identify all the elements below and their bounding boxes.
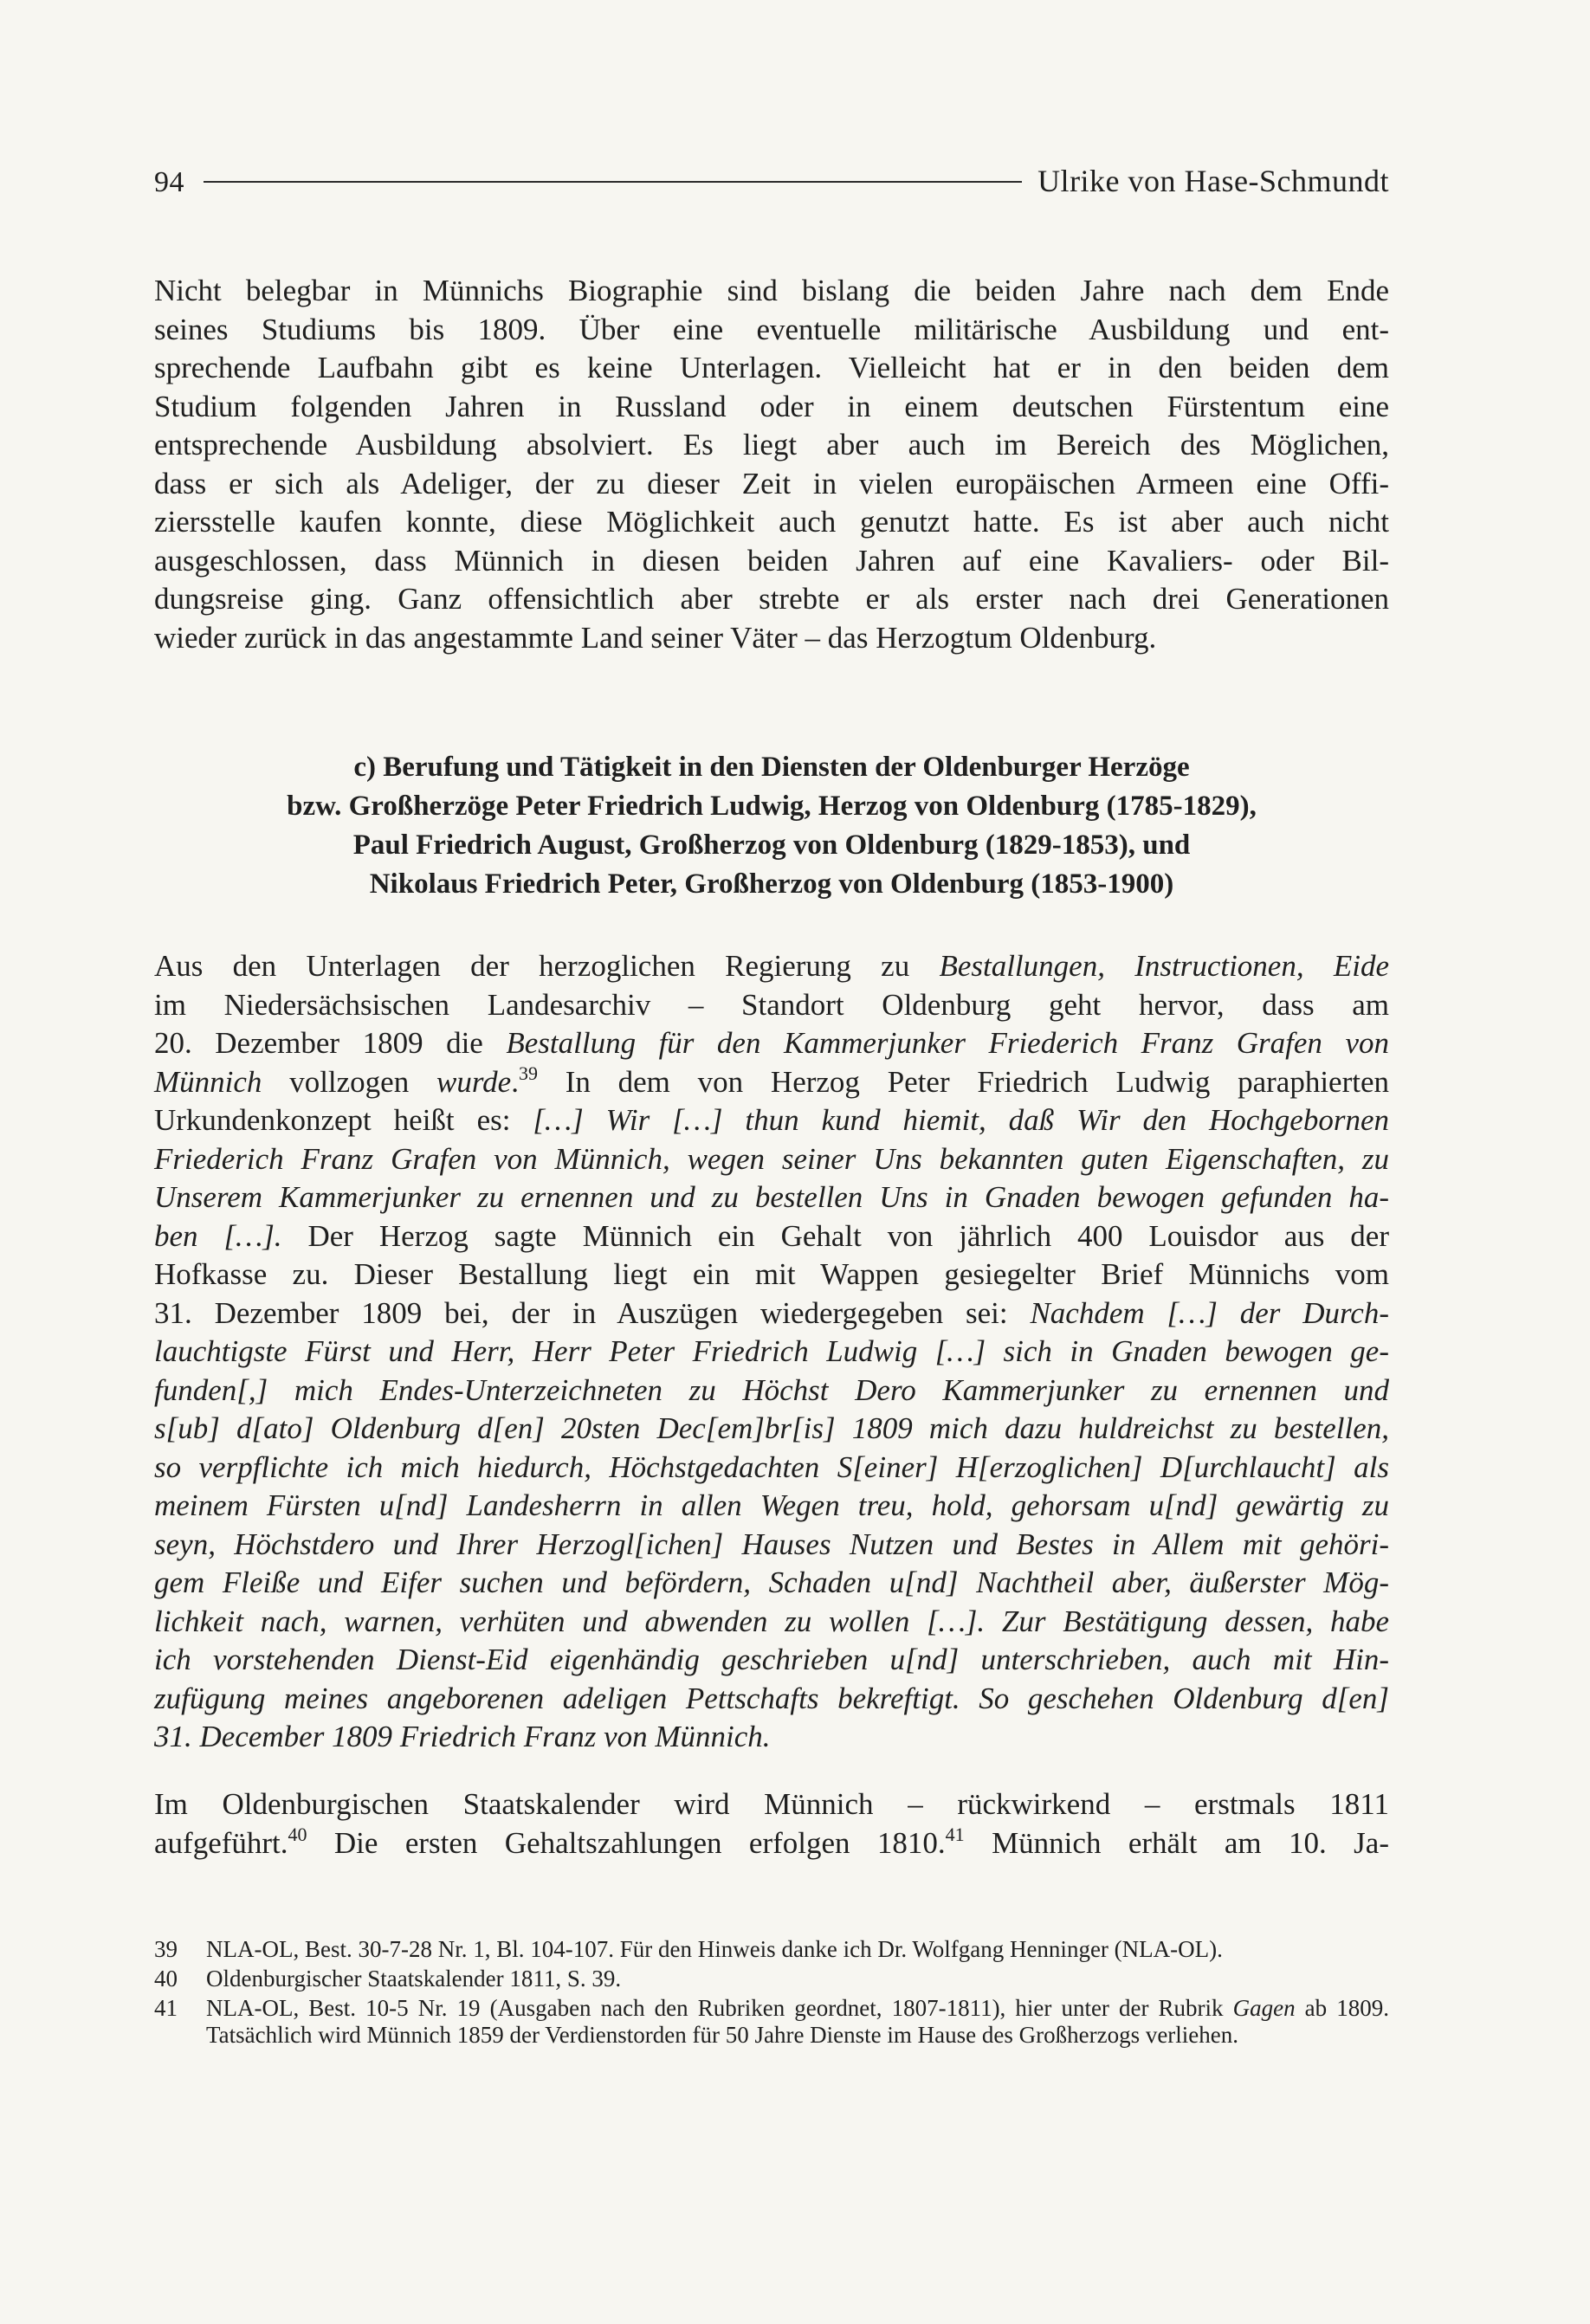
- section-heading: [154, 748, 1389, 904]
- italic-run: gem Fleiße und Eifer suchen und befördern, Schaden u[nd] Nachtheil aber, äußerster Mög-: [154, 1565, 1389, 1599]
- italic-run: s[ub] d[ato] Oldenburg d[en] 20sten Dec[em]br[is] 1809 mich dazu huldreichst zu bestellen,: [154, 1411, 1389, 1445]
- paragraph-2: [154, 947, 1389, 1757]
- text-line: ausgeschlossen, dass Münnich in diesen beiden Jahren auf eine Kavaliers- oder Bil-: [154, 543, 1389, 578]
- text-line: Hofkasse zu. Dieser Bestallung liegt ein mit Wappen gesiegelter Brief Münnichs vom: [154, 1257, 1389, 1291]
- italic-run: so verpflichte ich mich hiedurch, Höchstgedachten S[einer] H[erzoglichen] D[urchlaucht] als: [154, 1449, 1389, 1484]
- italic-run: seyn, Höchstdero und Ihrer Herzogl[ichen] Hauses Nutzen und Bestes in Allem mit gehöri-: [154, 1527, 1389, 1561]
- text-run: Der Herzog sagte Münnich ein Gehalt von jährlich 400 Louisdor aus der: [281, 1218, 1389, 1253]
- text-run: .: [511, 1064, 519, 1099]
- footnote-number: 41: [154, 1995, 178, 2021]
- italic-run: Unserem Kammerjunker zu ernennen und zu bestellen Uns in Gnaden bewogen gefunden ha-: [154, 1180, 1389, 1214]
- footnote: [154, 1966, 1389, 1992]
- text-line: [154, 1063, 1389, 1102]
- heading-line: Paul Friedrich August, Großherzog von Oldenburg (1829-1853), und: [352, 830, 1191, 861]
- text-line: [154, 1294, 1389, 1333]
- footnote-ref-40[interactable]: 40: [288, 1823, 307, 1845]
- text-line: [154, 1603, 1389, 1642]
- text-run: Münnich erhält am 10. Ja-: [964, 1825, 1389, 1860]
- text-run: ab 1809. Tatsächlich wird Münnich 1859 der Verdienstorden für 50 Jahre Dienste im Hause des Großherzogs verliehen.: [206, 1995, 1389, 2048]
- text-run: aufgeführt.: [154, 1825, 288, 1860]
- italic-run: Friederich Franz Grafen von Münnich, wegen seiner Uns bekannten guten Eigenschaften, zu: [154, 1141, 1389, 1176]
- text-line: im Niedersächsischen Landesarchiv – Standort Oldenburg geht hervor, dass am: [154, 987, 1389, 1022]
- italic-run: […] Wir […] thun kund hiemit, daß Wir den Hochgebornen: [533, 1103, 1390, 1137]
- italic-run: ich vorstehenden Dienst-Eid eigenhändig geschrieben u[nd] unterschrieben, auch mit Hin-: [154, 1643, 1389, 1676]
- text-run: vollzogen: [262, 1064, 436, 1099]
- text-line: [154, 1024, 1389, 1063]
- text-line: [154, 1824, 1389, 1863]
- footnote-number: 40: [154, 1966, 178, 1992]
- text-run: Aus den Unterlagen der herzoglichen Regierung zu: [154, 949, 940, 983]
- footnote-text: [206, 1995, 1389, 2049]
- italic-run: meinem Fürsten u[nd] Landesherrn in allen Wegen treu, hold, gehorsam u[nd] gewärtig zu: [154, 1488, 1389, 1522]
- text-line: [154, 1718, 1389, 1757]
- page-number: 94: [154, 166, 184, 198]
- italic-run: Nachdem […] der Durch-: [1030, 1295, 1389, 1330]
- paragraph-1: [154, 272, 1389, 657]
- text-line: [154, 1449, 1389, 1488]
- running-header: [154, 163, 1389, 204]
- text-line: ziersstelle kaufen konnte, diese Möglichkeit auch genutzt hatte. Es ist aber auch nicht: [154, 505, 1389, 539]
- text-line: [154, 1487, 1389, 1526]
- text-line: [154, 1217, 1389, 1256]
- text-run: NLA-OL, Best. 10-5 Nr. 19 (Ausgaben nach den Rubriken geordnet, 1807-1811), hier unter der Rubrik: [206, 1995, 1233, 2021]
- footnotes: [154, 1936, 1389, 2051]
- text-line: [154, 1526, 1389, 1565]
- text-line: [154, 1333, 1389, 1372]
- text-line: [154, 1564, 1389, 1603]
- footnote-text: NLA-OL, Best. 30-7-28 Nr. 1, Bl. 104-107. Für den Hinweis danke ich Dr. Wolfgang Henninger (NLA-OL).: [206, 1936, 1223, 1962]
- text-line: Studium folgenden Jahren in Russland oder in einem deutschen Fürstentum eine: [154, 389, 1389, 423]
- text-line: wieder zurück in das angestammte Land seiner Väter – das Herzogtum Oldenburg.: [154, 620, 1157, 655]
- text-line: [154, 947, 1389, 986]
- text-line: Nicht belegbar in Münnichs Biographie sind bislang die beiden Jahre nach dem Ende: [154, 274, 1389, 307]
- italic-run: wurde: [436, 1064, 512, 1099]
- text-line: [154, 1680, 1389, 1719]
- italic-run: Bestallungen, Instructionen, Eide: [939, 949, 1389, 983]
- footnote-ref-41[interactable]: 41: [945, 1823, 965, 1845]
- text-line: [154, 1641, 1389, 1680]
- text-line: [154, 1410, 1389, 1449]
- heading-line: bzw. Großherzöge Peter Friedrich Ludwig, Herzog von Oldenburg (1785-1829),: [287, 791, 1257, 822]
- text-line: [154, 1101, 1389, 1140]
- text-line: [154, 1178, 1389, 1217]
- heading-line: Nikolaus Friedrich Peter, Großherzog von Oldenburg (1853-1900): [369, 868, 1174, 900]
- footnote: [154, 1995, 1389, 2049]
- text-run: 31. Dezember 1809 bei, der in Auszügen wiedergegeben sei:: [154, 1295, 1031, 1330]
- footnote-text: Oldenburgischer Staatskalender 1811, S. 39.: [206, 1966, 622, 1992]
- text-line: dungsreise ging. Ganz offensichtlich aber strebte er als erster nach drei Generationen: [154, 582, 1389, 616]
- text-line: dass er sich als Adeliger, der zu dieser Zeit in vielen europäischen Armeen eine Offi-: [154, 466, 1389, 500]
- text-run: Die ersten Gehaltszahlungen erfolgen 1810.: [307, 1825, 946, 1860]
- italic-run: Gagen: [1232, 1995, 1296, 2021]
- italic-run: ben […].: [154, 1218, 282, 1253]
- footnote-ref-39[interactable]: 39: [518, 1062, 538, 1084]
- text-run: In dem von Herzog Peter Friedrich Ludwig paraphierten: [537, 1064, 1389, 1099]
- text-line: Im Oldenburgischen Staatskalender wird Münnich – rückwirkend – erstmals 1811: [154, 1787, 1389, 1821]
- text-line: [154, 1372, 1389, 1411]
- text-run: Urkundenkonzept heißt es:: [154, 1103, 533, 1137]
- italic-run: lichkeit nach, warnen, verhüten und abwenden zu wollen […]. Zur Bestätigung dessen, habe: [154, 1604, 1389, 1638]
- italic-run: zufügung meines angeborenen adeligen Pettschafts bekreftigt. So geschehen Oldenburg d[en]: [154, 1681, 1389, 1715]
- running-head-author: Ulrike von Hase-Schmundt: [1037, 164, 1389, 198]
- text-line: entsprechende Ausbildung absolviert. Es liegt aber auch im Bereich des Möglichen,: [154, 428, 1389, 462]
- heading-line: c) Berufung und Tätigkeit in den Diensten der Oldenburger Herzöge: [353, 752, 1190, 783]
- footnote-number: 39: [154, 1936, 178, 1962]
- footnote: [154, 1936, 1389, 1963]
- italic-run: 31. December 1809 Friedrich Franz von Münnich.: [154, 1720, 771, 1753]
- text-line: [154, 1140, 1389, 1179]
- italic-run: funden[,] mich Endes-Unterzeichneten zu Höchst Dero Kammerjunker zu ernennen und: [154, 1372, 1389, 1407]
- text-line: seines Studiums bis 1809. Über eine eventuelle militärische Ausbildung und ent-: [154, 312, 1389, 346]
- text-line: sprechende Laufbahn gibt es keine Unterlagen. Vielleicht hat er in den beiden dem: [154, 351, 1389, 384]
- text-run: 20. Dezember 1809 die: [154, 1026, 507, 1060]
- italic-run: lauchtigste Fürst und Herr, Herr Peter Friedrich Ludwig […] sich in Gnaden bewogen ge-: [154, 1334, 1389, 1368]
- header-rule: [204, 181, 1022, 183]
- paragraph-3: [154, 1785, 1389, 1862]
- italic-run: Münnich: [154, 1064, 262, 1099]
- italic-run: Bestallung für den Kammerjunker Friederich Franz Grafen von: [506, 1026, 1389, 1060]
